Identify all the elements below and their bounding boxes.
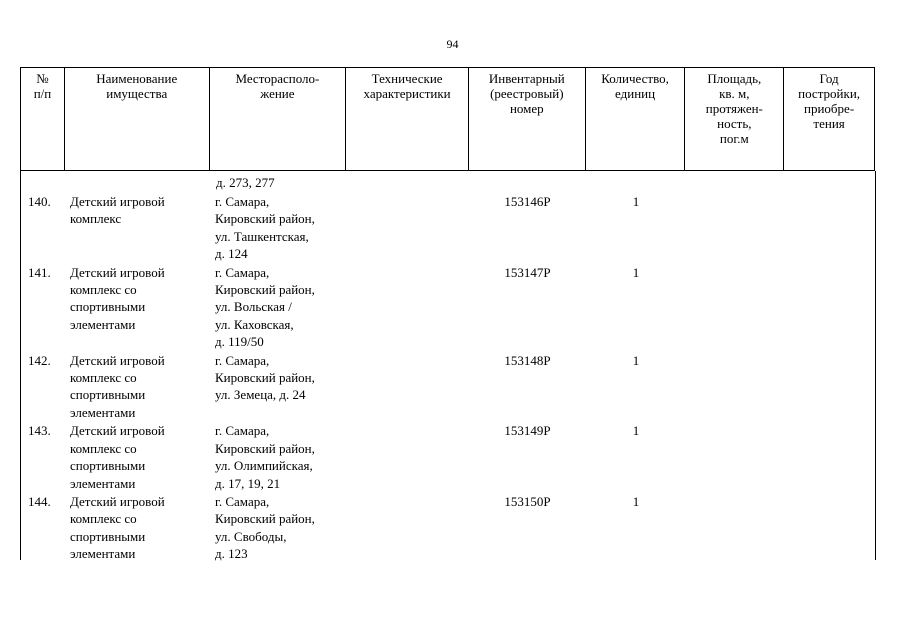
row-name: Детский игровой комплекс со спортивными элементами [70, 264, 165, 332]
row-name: Детский игровой комплекс со спортивными элементами [70, 352, 165, 420]
header-col-inventory: Инвентарный (реестровый) номер [469, 68, 586, 170]
header-col-location: Месторасполо- жение [210, 68, 347, 170]
row-tech [346, 351, 469, 422]
row-inventory: 153149Р [504, 423, 551, 439]
row-area [686, 492, 785, 563]
row-year [785, 351, 875, 422]
row-tech [346, 192, 469, 263]
header-col-name: Наименование имущества [65, 68, 210, 170]
row-location: г. Самара, Кировский район, ул. Ташкентская, д. 124 [215, 194, 315, 262]
row-quantity: 1 [632, 194, 640, 209]
row-year [785, 492, 875, 563]
row-year [785, 192, 875, 263]
row-area [686, 351, 785, 422]
header-col-year: Год постройки, приобре- тения [798, 71, 861, 131]
row-inventory: 153150Р [504, 493, 551, 509]
row-area [686, 192, 785, 263]
table-body [20, 192, 875, 563]
row-location: г. Самара, Кировский район, ул. Олимпийская, д. 17, 19, 21 [215, 423, 315, 491]
row-location: г. Самара, Кировский район, ул. Свободы, д. 123 [215, 493, 315, 562]
row-inventory: 153147Р [504, 264, 551, 280]
row-area [686, 263, 785, 351]
page-number: 94 [446, 37, 459, 51]
row-number: 141. [28, 264, 51, 280]
row-area [686, 421, 785, 492]
row-name: Детский игровой комплекс со спортивными элементами [70, 423, 165, 491]
row-name: Детский игровой комплекс со спортивными элементами [70, 493, 165, 562]
table-border-right [875, 171, 876, 560]
row-quantity: 1 [632, 423, 640, 439]
row-inventory: 153146Р [504, 194, 551, 209]
table-row [20, 263, 875, 351]
row-quantity: 1 [632, 352, 640, 368]
header-col-tech: Технические характеристики [346, 68, 469, 170]
row-tech [346, 492, 469, 563]
row-location: г. Самара, Кировский район, ул. Вольская / ул. Каховская, д. 119/50 [215, 264, 315, 350]
row-tech [346, 263, 469, 351]
table-row [20, 492, 875, 563]
table-header [20, 67, 875, 171]
row-year [785, 421, 875, 492]
table-row [20, 192, 875, 263]
row-number: 143. [28, 423, 51, 439]
table-row [20, 351, 875, 422]
header-col-number: № п/п [21, 68, 65, 170]
row-tech [346, 421, 469, 492]
row-location: г. Самара, Кировский район, ул. Земеца, д. 24 [215, 352, 315, 403]
row-inventory: 153148Р [504, 352, 551, 368]
header-col-area: Площадь, кв. м, протяжен- ность, пог.м [685, 68, 784, 170]
continuation-text: д. 273, 277 [216, 175, 275, 190]
header-col-quantity: Количество, единиц [586, 68, 686, 170]
row-number: 142. [28, 352, 51, 368]
row-number: 144. [28, 493, 51, 509]
row-number: 140. [28, 194, 51, 209]
row-year [785, 263, 875, 351]
row-name: Детский игровой комплекс [70, 194, 165, 227]
row-quantity: 1 [632, 264, 640, 280]
table-row [20, 421, 875, 492]
row-quantity: 1 [632, 493, 640, 509]
